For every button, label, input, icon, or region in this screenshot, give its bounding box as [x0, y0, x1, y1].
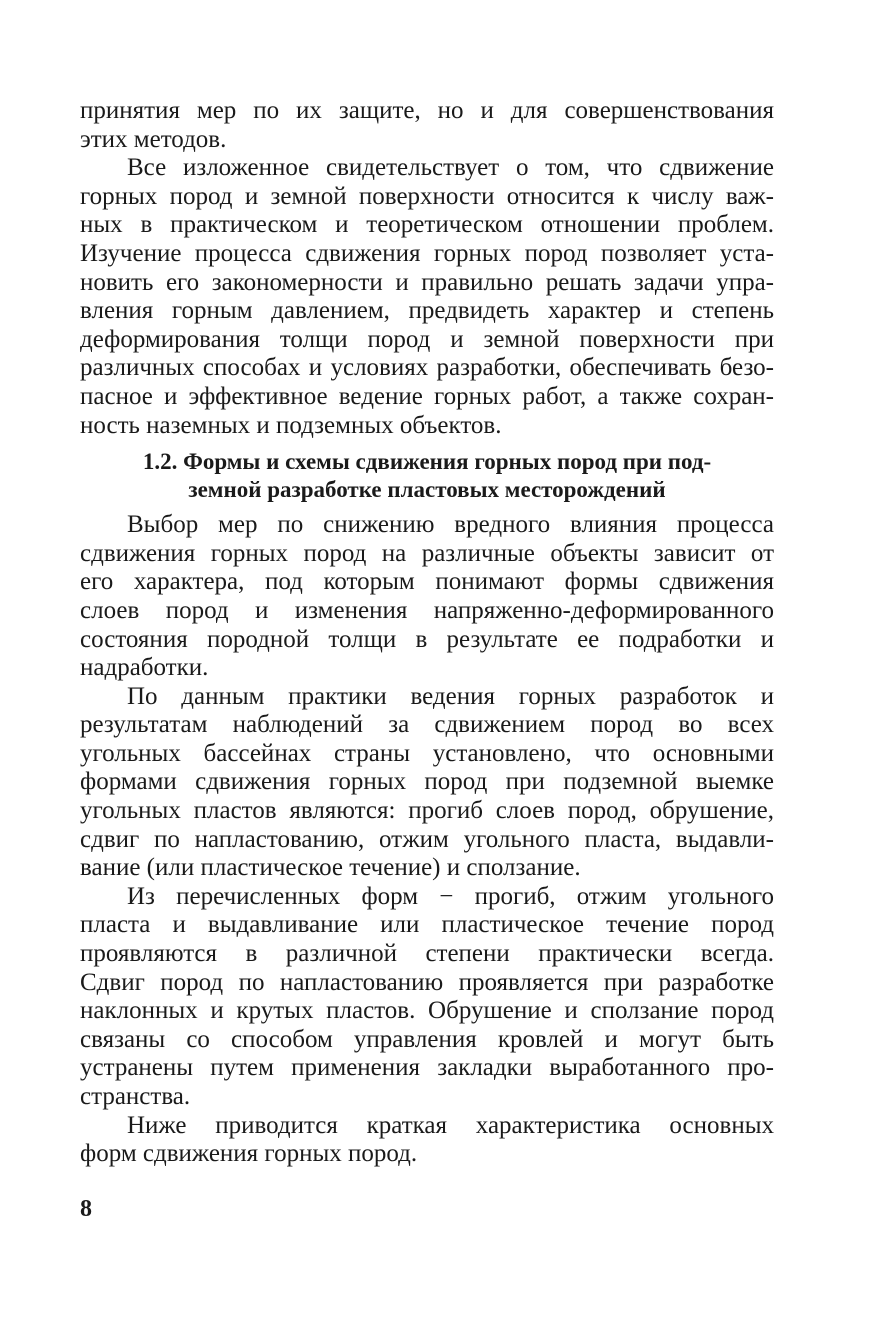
paragraph-continuation — [80, 97, 774, 154]
text-line: принятия мер по их защите, но и для совершенствования — [80, 97, 774, 124]
paragraph-forms — [80, 883, 774, 1112]
text-line: вание (или пластическое течение) и сползание. — [80, 854, 581, 882]
text-line: связаны со способом управления кровлей и могут быть — [80, 1025, 774, 1053]
text-line: Выбор мер по снижению вредного влияния процесса — [127, 511, 774, 539]
text-line: угольных пластов являются: прогиб слоев пород, обрушение, — [80, 797, 774, 825]
text-line: результатам наблюдений за сдвижением пород во всех — [80, 711, 774, 739]
section-heading — [80, 448, 774, 504]
text-line: горных пород и земной поверхности относится к числу важ- — [80, 182, 774, 210]
paragraph-summary — [80, 1112, 774, 1169]
text-line: слоев пород и изменения напряженно-деформированного — [80, 596, 774, 624]
text-line: его характера, под которым понимают формы сдвижения — [80, 568, 774, 596]
paragraph-measures — [80, 511, 774, 683]
text-line: вления горным давлением, предвидеть характер и степень — [80, 297, 774, 325]
text-line: ных в практическом и теоретическом отношении проблем. — [80, 211, 774, 239]
text-line: новить его закономерности и правильно решать задачи упра- — [80, 268, 774, 296]
text-line: По данным практики ведения горных разработок и — [127, 682, 774, 710]
text-line: различных способах и условиях разработки, обеспечивать безо- — [80, 354, 774, 382]
text-line: Все изложенное свидетельствует о том, что сдвижение — [127, 154, 774, 182]
text-line: Ниже приводится краткая характеристика основных — [127, 1111, 774, 1139]
page-number: 8 — [80, 1196, 92, 1222]
paragraph-practice — [80, 683, 774, 883]
text-line: странства. — [80, 1083, 191, 1110]
section-heading-line: 1.2. Формы и схемы сдвижения горных пород при под- — [142, 449, 712, 475]
text-line: угольных бассейнах страны установлено, что основными — [80, 739, 774, 767]
text-line: состояния породной толщи в результате ее подработки и — [80, 625, 774, 653]
text-line: проявляются в различной степени практически всегда. — [80, 940, 774, 968]
text-line: наклонных и крутых пластов. Обрушение и сползание пород — [80, 997, 774, 1025]
text-line: пласта и выдавливание или пластическое течение пород — [80, 911, 774, 939]
page-body — [80, 97, 774, 1169]
text-line: деформирования толщи пород и земной поверхности при — [80, 325, 774, 353]
text-line: Изучение процесса сдвижения горных пород позволяет уста- — [80, 239, 774, 267]
text-line: устранены путем применения закладки выработанного про- — [80, 1054, 774, 1082]
text-line: сдвижения горных пород на различные объекты зависит от — [80, 539, 774, 567]
text-line: Сдвиг пород по напластованию проявляется при разработке — [80, 968, 774, 996]
text-line: ность наземных и подземных объектов. — [80, 411, 502, 439]
text-line: форм сдвижения горных пород. — [80, 1140, 418, 1168]
text-line: сдвиг по напластованию, отжим угольного пласта, выдавли- — [80, 825, 774, 853]
text-line: формами сдвижения горных пород при подземной выемке — [80, 768, 774, 796]
text-line: пасное и эффективное ведение горных работ, а также сохран- — [80, 382, 774, 410]
text-line: Из перечисленных форм − прогиб, отжим угольного — [127, 882, 774, 910]
section-heading-line: земной разработке пластовых месторождений — [188, 477, 666, 503]
text-line: надработки. — [80, 654, 209, 682]
text-line: этих методов. — [80, 125, 227, 153]
paragraph-importance — [80, 154, 774, 440]
